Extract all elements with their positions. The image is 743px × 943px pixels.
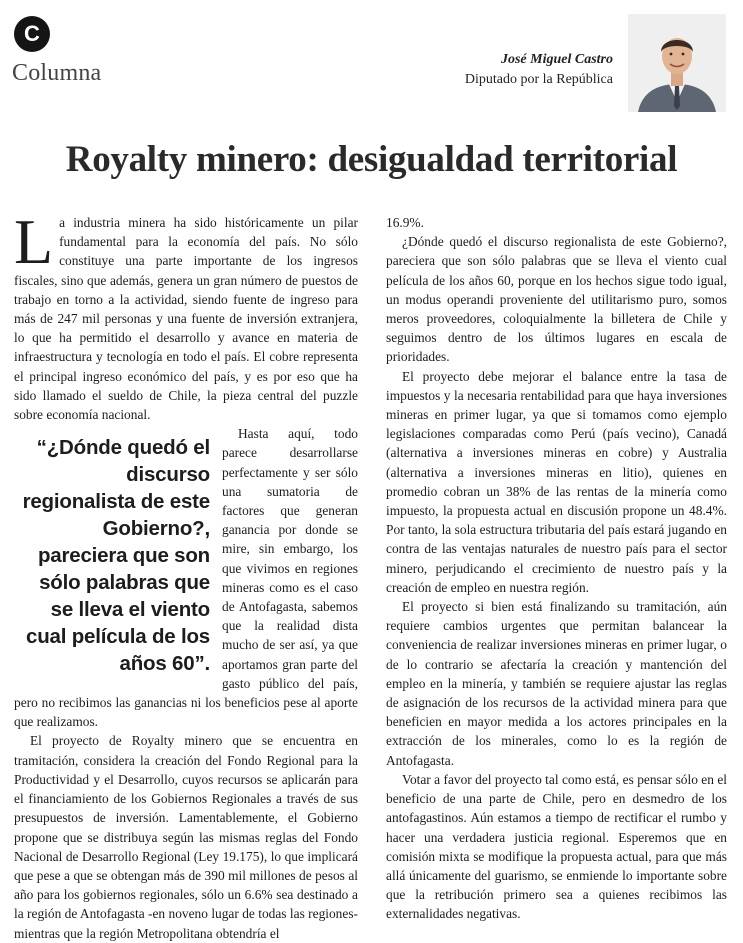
article-paragraph: “¿Dónde quedó el discurso regionalista de este Gobierno?, pareciera que son sólo palabras que se lleva el viento cual película de los años 60”. Hasta aquí, todo parece desarrollarse perfectamente y ser sólo una sumatoria de factores que generan ganancia por donde se mire, sin embargo, los que vivimos en regiones mineras como es el caso de Antofagasta, sabemos que la realidad dista mucho de ser así, ya que aportamos gran parte del gasto público del país, pero no recibimos las ganancias ni los beneficios pese al aporte que realizamos. [14,426,358,730]
author-role: Diputado por la República [464,72,613,87]
article-column-left [14,206,358,943]
section-badge: C [14,16,50,52]
article-headline: Royalty minero: desigualdad territorial [65,139,678,180]
author-photo [628,14,726,112]
article-paragraph: El proyecto debe mejorar el balance entre la tasa de impuestos y la necesaria rentabilidad para que haya inversiones mineras en primer lugar, ya que si tomamos como ejemplo legislaciones comparadas como Perú (país vecino), Canadá (alternativa a inversiones mineras en cobre) y Australia (alternativa a inversiones mineras en litio), quienes en promedio cobran un 38% de las rentas de la minería como impuesto, la propuesta actual en discusión propone un 48.4%. Por tanto, la sola estructura tributaria del país estará jugando en contra de las ventajas naturales de nuestro país para el sector minero, perjudicando el crecimiento de nuestro país y la creación de empleo en nuestra región. [386,368,727,595]
article-paragraph: El proyecto si bien está finalizando su tramitación, aún requiere cambios urgentes que permitan balancear la conveniencia de realizar inversiones mineras en primer lugar, o de lo contrario se afectaría la creación y mantención del empleo en la minería, y también se requiere ajustar las reglas de asignación de los recursos de la actividad minera para que beneficien en mayor medida a los actores principales en la extracción de los minerales, como lo es la región de Antofagasta. [386,599,727,768]
article-paragraph: 16.9%. [386,215,424,230]
section-label: Columna [12,60,102,86]
article-paragraph: Votar a favor del proyecto tal como está, es pensar sólo en el beneficio de una parte de Chile, pero en desmedro de los antofagastinos. Aún estamos a tiempo de rectificar el rumbo y hacer una verdadera justicia regional. Esperemos que en comisión mixta se modifique la propuesta actual, para que más allá únicamente del guarismo, se enmiende lo importante sobre que la retribución primero sea a quienes recibimos las externalidades negativas. [386,771,727,922]
article-column-right [386,213,727,924]
author-portrait-icon [628,14,726,112]
pull-quote: “¿Dónde quedó el discurso regionalista de este Gobierno?, pareciera que son sólo palabras que se lleva el viento cual película de los años 60”. [22,436,210,676]
author-name: José Miguel Castro [500,52,613,67]
article-paragraph: ¿Dónde quedó el discurso regionalista de este Gobierno?, pareciera que son sólo palabras que se lleva el viento cual película de los años 60, porque en los hechos sigue todo igual, un modus operandi proveniente del utilitarismo puro, somos meros proveedores, coloquialmente la billetera de Chile y seguimos dentro de los últimos lugares en escala de prioridades. [386,234,727,365]
author-byline [465,52,613,88]
article-paragraph: El proyecto de Royalty minero que se encuentra en tramitación, considera la creación del Fondo Regional para la Productividad y el Desarrollo, cuyos recursos se aplicarán para el financiamiento de los Gobiernos Regionales a través de sus presupuestos de inversión. Lamentablemente, el Gobierno propone que se distribuya según las mismas reglas del Fondo Nacional de Desarrollo Regional (Ley 19.175), lo que implicará que pese a que se obtengan más de 390 mil millones de pesos al año para los gobiernos regionales, sólo un 6.6% sea destinado a la región de Antofagasta -en noveno lugar de todas las regiones- mientras que la región Metropolitana obtendría el [14,733,358,941]
article-paragraph: La industria minera ha sido históricamente un pilar fundamental para la economía del país. No sólo constituye una parte importante de los ingresos fiscales, sino que además, genera un gran número de puestos de trabajo en torno a la actividad, siendo fuente de ingreso para más de 247 mil personas y una fuente de inversión extranjera, lo que ha permitido el desarrollo y avance en materia de infraestructura y tecnología en todo el país. El cobre representa el principal ingreso económico del país, y es por eso que ha sido llamado el sueldo de Chile, la pieza central del puzzle sobre economía nacional. [14,206,358,423]
